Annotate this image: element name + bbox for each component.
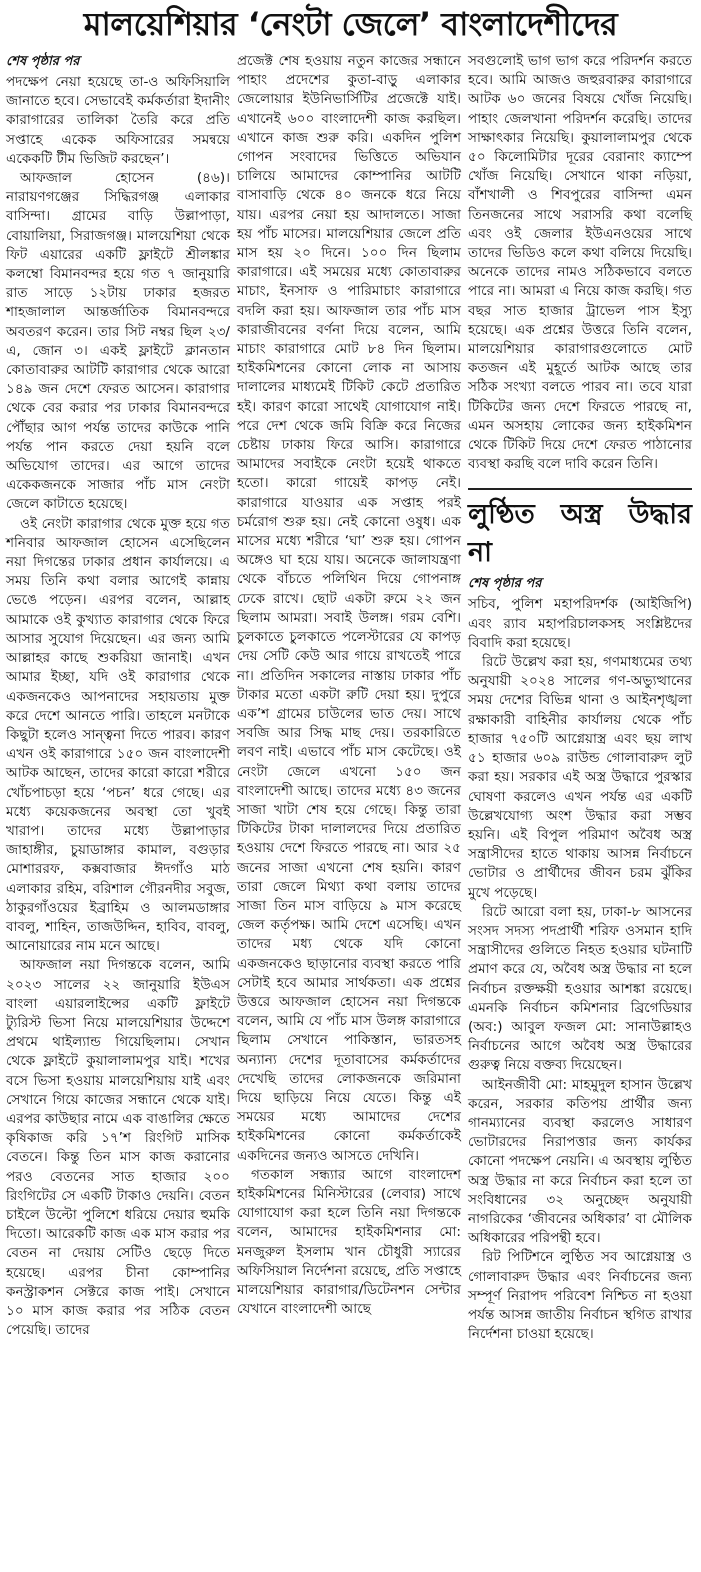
paragraph: ওই নেংটা কারাগার থেকে মুক্ত হয়ে গত শনিবার আফজাল হোসেন এসেছিলেন নয়া দিগন্তের ঢাকার প্রধান কার্যালয়ে। এ সময় তিনি কথা বলার আগেই কান্নায় ভেঙে পড়েন। এরপর বলেন, আল্লাহ আমাকে ওই কুখ্যাত কারাগার থেকে ফিরে আসার সুযোগ দিয়েছেন। এর জন্য আমি আল্লাহর কাছে শুকরিয়া জানাই। এখন আমার ইচ্ছা, যদি ওই কারাগার থেকে একজনকেও আপনাদের সহায়তায় মুক্ত করে দেশে আনতে পারি। তাহলে মনটাকে কিছুটা হলেও সান্ত্বনা দিতে পারব। কারণ এখন ওই কারাগারে ১৫০ জন বাংলাদেশী আটক আছেন, তাদের কারো কারো শরীরে খোঁচপাচড়া হয়ে ‘পচন’ ধরে গেছে। এর মধ্যে কয়েকজনের অবস্থা তো খুবই খারাপ। তাদের মধ্যে উল্লাপাড়ার জাহাঙ্গীর, চুয়াডাঙ্গার কামাল, বগুড়ার মোশাররফ, কক্সবাজার ঈদগাঁও মাঠ এলাকার রহিম, বরিশাল গৌরনদীর সবুজ, ঠাকুরগাঁওয়ের ইব্রাহিম ও আলমডাঙ্গার বাবলু, শাহিন, তাজউদ্দিন, হাবিব, বাবলু, আনোয়ারের নাম মনে আছে। — [6, 515, 230, 955]
paragraph: রিট পিটিশনে লুণ্ঠিত সব আগ্নেয়াস্ত্র ও গোলাবারুদ উদ্ধার এবং নির্বাচনের জন্য সম্পূর্ণ নিরাপদ পরিবেশ নিশ্চিত না হওয়া পর্যন্ত আসন্ন জাতীয় নির্বাচন স্থগিত রাখার নির্দেশনা চাওয়া হয়েছে। — [468, 1249, 692, 1343]
main-headline: মালয়েশিয়ার ‘নেংটা জেলে’ বাংলাদেশীদের — [83, 5, 618, 43]
paragraph: আইনজীবী মো: মাহমুদুল হাসান উল্লেখ করেন, সরকার কতিপয় প্রার্থীর জন্য গানম্যানের ব্যবস্থা করলেও সাধারণ ভোটারদের নিরাপত্তার জন্য কার্যকর কোনো পদক্ষেপ নেয়নি। এ অবস্থায় লুণ্ঠিত অস্ত্র উদ্ধার না করে নির্বাচন করা হলে তা সংবিধানের ৩২ অনুচ্ছেদ অনুযায়ী নাগরিকের ‘জীবনের অধিকার’ বা মৌলিক অধিকারের পরিপন্থী হবে। — [468, 1076, 692, 1247]
paragraph: পদক্ষেপ নেয়া হয়েছে তা-ও অফিসিয়ালি জানাতে হবে। সেভাবেই কর্মকর্তারা ইদানীং কারাগারের তালিকা তৈরি করে প্রতি সপ্তাহে একেক অফিসারের সমন্বয়ে একেকটি টীম ভিজিট করছেন’। — [6, 74, 230, 167]
continued-label: শেষ পৃষ্ঠার পর — [6, 54, 80, 69]
continued-label: শেষ পৃষ্ঠার পর — [468, 576, 542, 592]
paragraph: প্রজেক্ট শেষ হওয়ায় নতুন কাজের সন্ধানে পাহাং প্রদেশের কুতা-বাড়ু এলাকার জেলোয়ার ইউনিভার্সিটির প্রজেক্টে যাই। এখানেই ৬০০ বাংলাদেশী কাজ করছিল। এখানে কাজ শুরু করি। একদিন পুলিশ গোপন সংবাদের ভিত্তিতে অভিযান চালিয়ে আমাদের কোম্পানির আটটি বাসাবাড়ি থেকে ৪০ জনকে ধরে নিয়ে যায়। এরপর নেয়া হয় আদালতে। সাজা হয় পাঁচ মাসের। মালয়েশিয়ার জেলে প্রতি মাস হয় ২০ দিনে। ১০০ দিন ছিলাম কারাগারে। এই সময়ের মধ্যে কোতাবারুর মাচাং, ইনসাফ ও পারিমাচাং কারাগারে বদলি করা হয়। আফজাল তার পাঁচ মাস কারাজীবনের বর্ণনা দিয়ে বলেন, আমি মাচাং কারাগারে মোট ৮৪ দিন ছিলাম। হাইকমিশনের কোনো লোক না আসায় দালালের মাধ্যমেই টিকিট কেটে প্রতারিত হই। কারণ কারো সাথেই যোগাযোগ নাই। পরে দেশ থেকে জমি বিক্রি করে নিজের চেষ্টায় ঢাকায় ফিরে আসি। কারাগারে আমাদের সবাইকে নেংটা হয়েই থাকতে হতো। কারো গায়েই কাপড় নেই। কারাগারে যাওয়ার এক সপ্তাহ পরই চর্মরোগ শুরু হয়। নেই কোনো ওষুধ। এক মাসের মধ্যে শরীরে ‘ঘা’ শুরু হয়। গোপন অঙ্গেও ঘা হয়ে যায়। অনেকে জালাযন্ত্রণা থেকে বাঁচতে পলিথিন দিয়ে গোপনাঙ্গ ঢেকে রাখে। ছোট একটা রুমে ২২ জন ছিলাম আমরা। সবাই উলঙ্গ। গরম বেশি। চুলকাতে চুলকাতে পলেস্টারের যে কাপড় দেয় সেটি কেউ আর গায়ে রাখতেই পারে না। প্রতিদিন সকালের নাস্তায় ঢাকার পাঁচ টাকার মতো একটা রুটি দেয়া হয়। দুপুরে এক’শ গ্রামের চাউলের ভাত দেয়। সাথে সবজি আর সিদ্ধ মাছ দেয়। তরকারিতে লবণ নাই। এভাবে পাঁচ মাস কেটেছে। ওই নেংটা জেলে এখনো ১৫০ জন বাংলাদেশী আছে। তাদের মধ্যে ৪৩ জনের সাজা খাটা শেষ হয়ে গেছে। কিন্তু তারা টিকিটের টাকা দালালদের দিয়ে প্রতারিত হওয়ায় দেশে ফিরতে পারছে না। আর ২৫ জনের সাজা এখনো শেষ হয়নি। কারণ তারা জেলে মিথ্যা কথা বলায় তাদের সাজা তিন মাস বাড়িয়ে ৯ মাস করেছে জেল কর্তৃপক্ষ। আমি দেশে এসেছি। এখন তাদের মধ্য থেকে যদি কোনো একজনকেও ছাড়ানোর ব্যবস্থা করতে পারি সেটাই হবে আমার সার্থকতা। এক প্রশ্নের উত্তরে আফজাল হোসেন নয়া দিগন্তকে বলেন, আমি যে পাঁচ মাস উলঙ্গ কারাগারে ছিলাম সেখানে পাকিস্তান, ভারতসহ অন্যান্য দেশের দূতাবাসের কর্মকর্তাদের দেখেছি তাদের লোকজনকে জরিমানা দিয়ে ছাড়িয়ে নিয়ে যেতে। কিন্তু এই সময়ের মধ্যে আমাদের দেশের হাইকমিশনের কোনো কর্মকর্তাকেই একদিনের জন্যও আসতে দেখিনি। — [237, 53, 461, 1164]
second-article-headline: লুণ্ঠিত অস্ত্র উদ্ধার না — [468, 499, 692, 569]
paragraph: সবগুলোই ভাগ ভাগ করে পরিদর্শন করতে হবে। আমি আজও জহুরবারুর কারাগারে আটক ৬০ জনের বিষয়ে খোঁজ নিয়েছি। পাহাং জেলখানা পরিদর্শন করেছি। তাদের সাক্ষাৎকার নিয়েছি। কুয়ালালামপুর থেকে ৫০ কিলোমিটার দূরের বেরানাং ক্যাম্পে খোঁজ নিয়েছি। সেখানে থাকা নড়িয়া, বাঁশখালী ও শিবপুরের বাসিন্দা এমন তিনজনের সাথে সরাসরি কথা বলেছি এবং ওই জেলার ইউএনওয়ের সাথে তাদের ভিডিও কলে কথা বলিয়ে দিয়েছি। অনেকে তাদের নামও সঠিকভাবে বলতে পারে না। আমরা এ নিয়ে কাজ করছি। গত বছর সাত হাজার ট্রাভেল পাস ইস্যু হয়েছে। এক প্রশ্নের উত্তরে তিনি বলেন, মালয়েশিয়ার কারাগারগুলোতে মোট কতজন এই মুহূর্তে আটক আছে তার সঠিক সংখ্যা বলতে পারব না। তবে যারা টিকিটের জন্য দেশে ফিরতে পারছে না, এমন অসহায় লোকের জন্য হাইকমিশন থেকে টিকিট দিয়ে দেশে ফেরত পাঠানোর ব্যবস্থা করছি বলে দাবি করেন তিনি। — [468, 53, 692, 473]
article-column-3 — [468, 52, 692, 1344]
paragraph: রিটে আরো বলা হয়, ঢাকা-৮ আসনের সংসদ সদস্য পদপ্রার্থী শরিফ ওসমান হাদি সন্ত্রাসীদের গুলিতে নিহত হওয়ার ঘটনাটি প্রমাণ করে যে, অবৈধ অস্ত্র উদ্ধার না হলে নির্বাচন রক্তক্ষয়ী হওয়ার আশঙ্কা রয়েছে। এমনকি নির্বাচন কমিশনার ব্রিগেডিয়ার (অব:) আবুল ফজল মো: সানাউল্লাহও নির্বাচনের আগে অবৈধ অস্ত্র উদ্ধারের গুরুত্ব নিয়ে বক্তব্য দিয়েছেন। — [468, 903, 692, 1074]
paragraph: গতকাল সন্ধ্যার আগে বাংলাদেশ হাইকমিশনের মিনিস্টারের (লেবার) সাথে যোগাযোগ করা হলে তিনি নয়া দিগন্তকে বলেন, আমাদের হাইকমিশনার মো: মনজুরুল ইসলাম খান চৌধুরী স্যারের অফিসিয়াল নির্দেশনা রয়েছে, প্রতি সপ্তাহে মালয়েশিয়ার কারাগার/ডিটেনশন সেন্টার যেখানে বাংলাদেশী আছে — [237, 1166, 461, 1318]
paragraph: রিটে উল্লেখ করা হয়, গণমাধ্যমের তথ্য অনুযায়ী ২০২৪ সালের গণ-অভ্যুত্থানের সময় দেশের বিভিন্ন থানা ও আইনশৃঙ্খলা রক্ষাকারী বাহিনীর কার্যালয় থেকে পাঁচ হাজার ৭৫০টি আগ্নেয়াস্ত্র এবং ছয় লাখ ৫১ হাজার ৬০৯ রাউন্ড গোলাবারুদ লুট করা হয়। সরকার এই অস্ত্র উদ্ধারে পুরস্কার ঘোষণা করলেও এখন পর্যন্ত এর একটি উল্লেখযোগ্য অংশ উদ্ধার করা সম্ভব হয়নি। এই বিপুল পরিমাণ অবৈধ অস্ত্র সন্ত্রাসীদের হাতে থাকায় আসন্ন নির্বাচনে ভোটার ও প্রার্থীদের জীবন চরম ঝুঁকির মুখে পড়েছে। — [468, 654, 692, 901]
article-column-2 — [237, 52, 461, 1319]
article-column-1 — [6, 52, 230, 1340]
article-divider — [468, 488, 692, 490]
article-columns — [0, 50, 701, 1348]
paragraph: সচিব, পুলিশ মহাপরিদর্শক (আইজিপি) এবং র‌্যাব মহাপরিচালকসহ সংশ্লিষ্টদের বিবাদি করা হয়েছে। — [468, 596, 692, 651]
paragraph: আফজাল নয়া দিগন্তকে বলেন, আমি ২০২৩ সালের ২২ জানুয়ারি ইউএস বাংলা এয়ারলাইন্সের একটি ফ্লাইটে ট্যুরিস্ট ভিসা নিয়ে মালয়েশিয়ার উদ্দেশে প্রথমে থাইল্যান্ড গিয়েছিলাম। সেখান থেকে ফ্লাইটে কুয়ালালামপুর যাই। শখের বসে ভিসা হওয়ায় মালয়েশিয়ায় যাই এবং সেখানে গিয়ে কাজের সন্ধানে থেকে যাই। এরপর কাউছার নামে এক বাঙালির ক্ষেতে কৃষিকাজ করি ১৭’শ রিংগিট মাসিক বেতনে। কিন্তু তিন মাস কাজ করানোর পরও বেতনের সাত হাজার ২০০ রিংগিটের সে একটি টাকাও দেয়নি। বেতন চাইলে উল্টো পুলিশে ধরিয়ে দেয়ার হুমকি দিতো। আরেকটি কাজ এক মাস করার পর বেতন না দেয়ায় সেটিও ছেড়ে দিতে হয়েছে। এরপর চীনা কোম্পানির কনস্ট্রাকশন সেক্টরে কাজ পাই। সেখানে ১০ মাস কাজ করার পর সঠিক বেতন পেয়েছি। তাদের — [6, 957, 230, 1339]
paragraph: আফজাল হোসেন (৪৬)। নারায়ণগঞ্জের সিদ্ধিরগঞ্জ এলাকার বাসিন্দা। গ্রামের বাড়ি উল্লাপাড়া, বোয়ালিয়া, সিরাজগঞ্জ। মালয়েশিয়া থেকে ফিট এয়ারের একটি ফ্লাইটে শ্রীলঙ্কার কলম্বো বিমানবন্দর হয়ে গত ৭ জানুয়ারি রাত সাড়ে ১২টায় ঢাকার হজরত শাহজালাল আন্তর্জাতিক বিমানবন্দরে অবতরণ করেন। তার সিট নম্বর ছিল ২৩/এ, জোন ৩। একই ফ্লাইটে ক্লানতান কোতাবারুর আটটি কারাগার থেকে আরো ১৪৯ জন দেশে ফেরত আসেন। কারাগার থেকে বের করার পর ঢাকার বিমানবন্দরে পৌঁছার আগ পর্যন্ত তাদের কাউকে পানি পর্যন্ত পান করতে দেয়া হয়নি বলে অভিযোগ তাদের। এর আগে তাদের একেকজনকে সাজার পাঁচ মাস নেংটা জেলে কাটাতে হয়েছে। — [6, 170, 230, 513]
